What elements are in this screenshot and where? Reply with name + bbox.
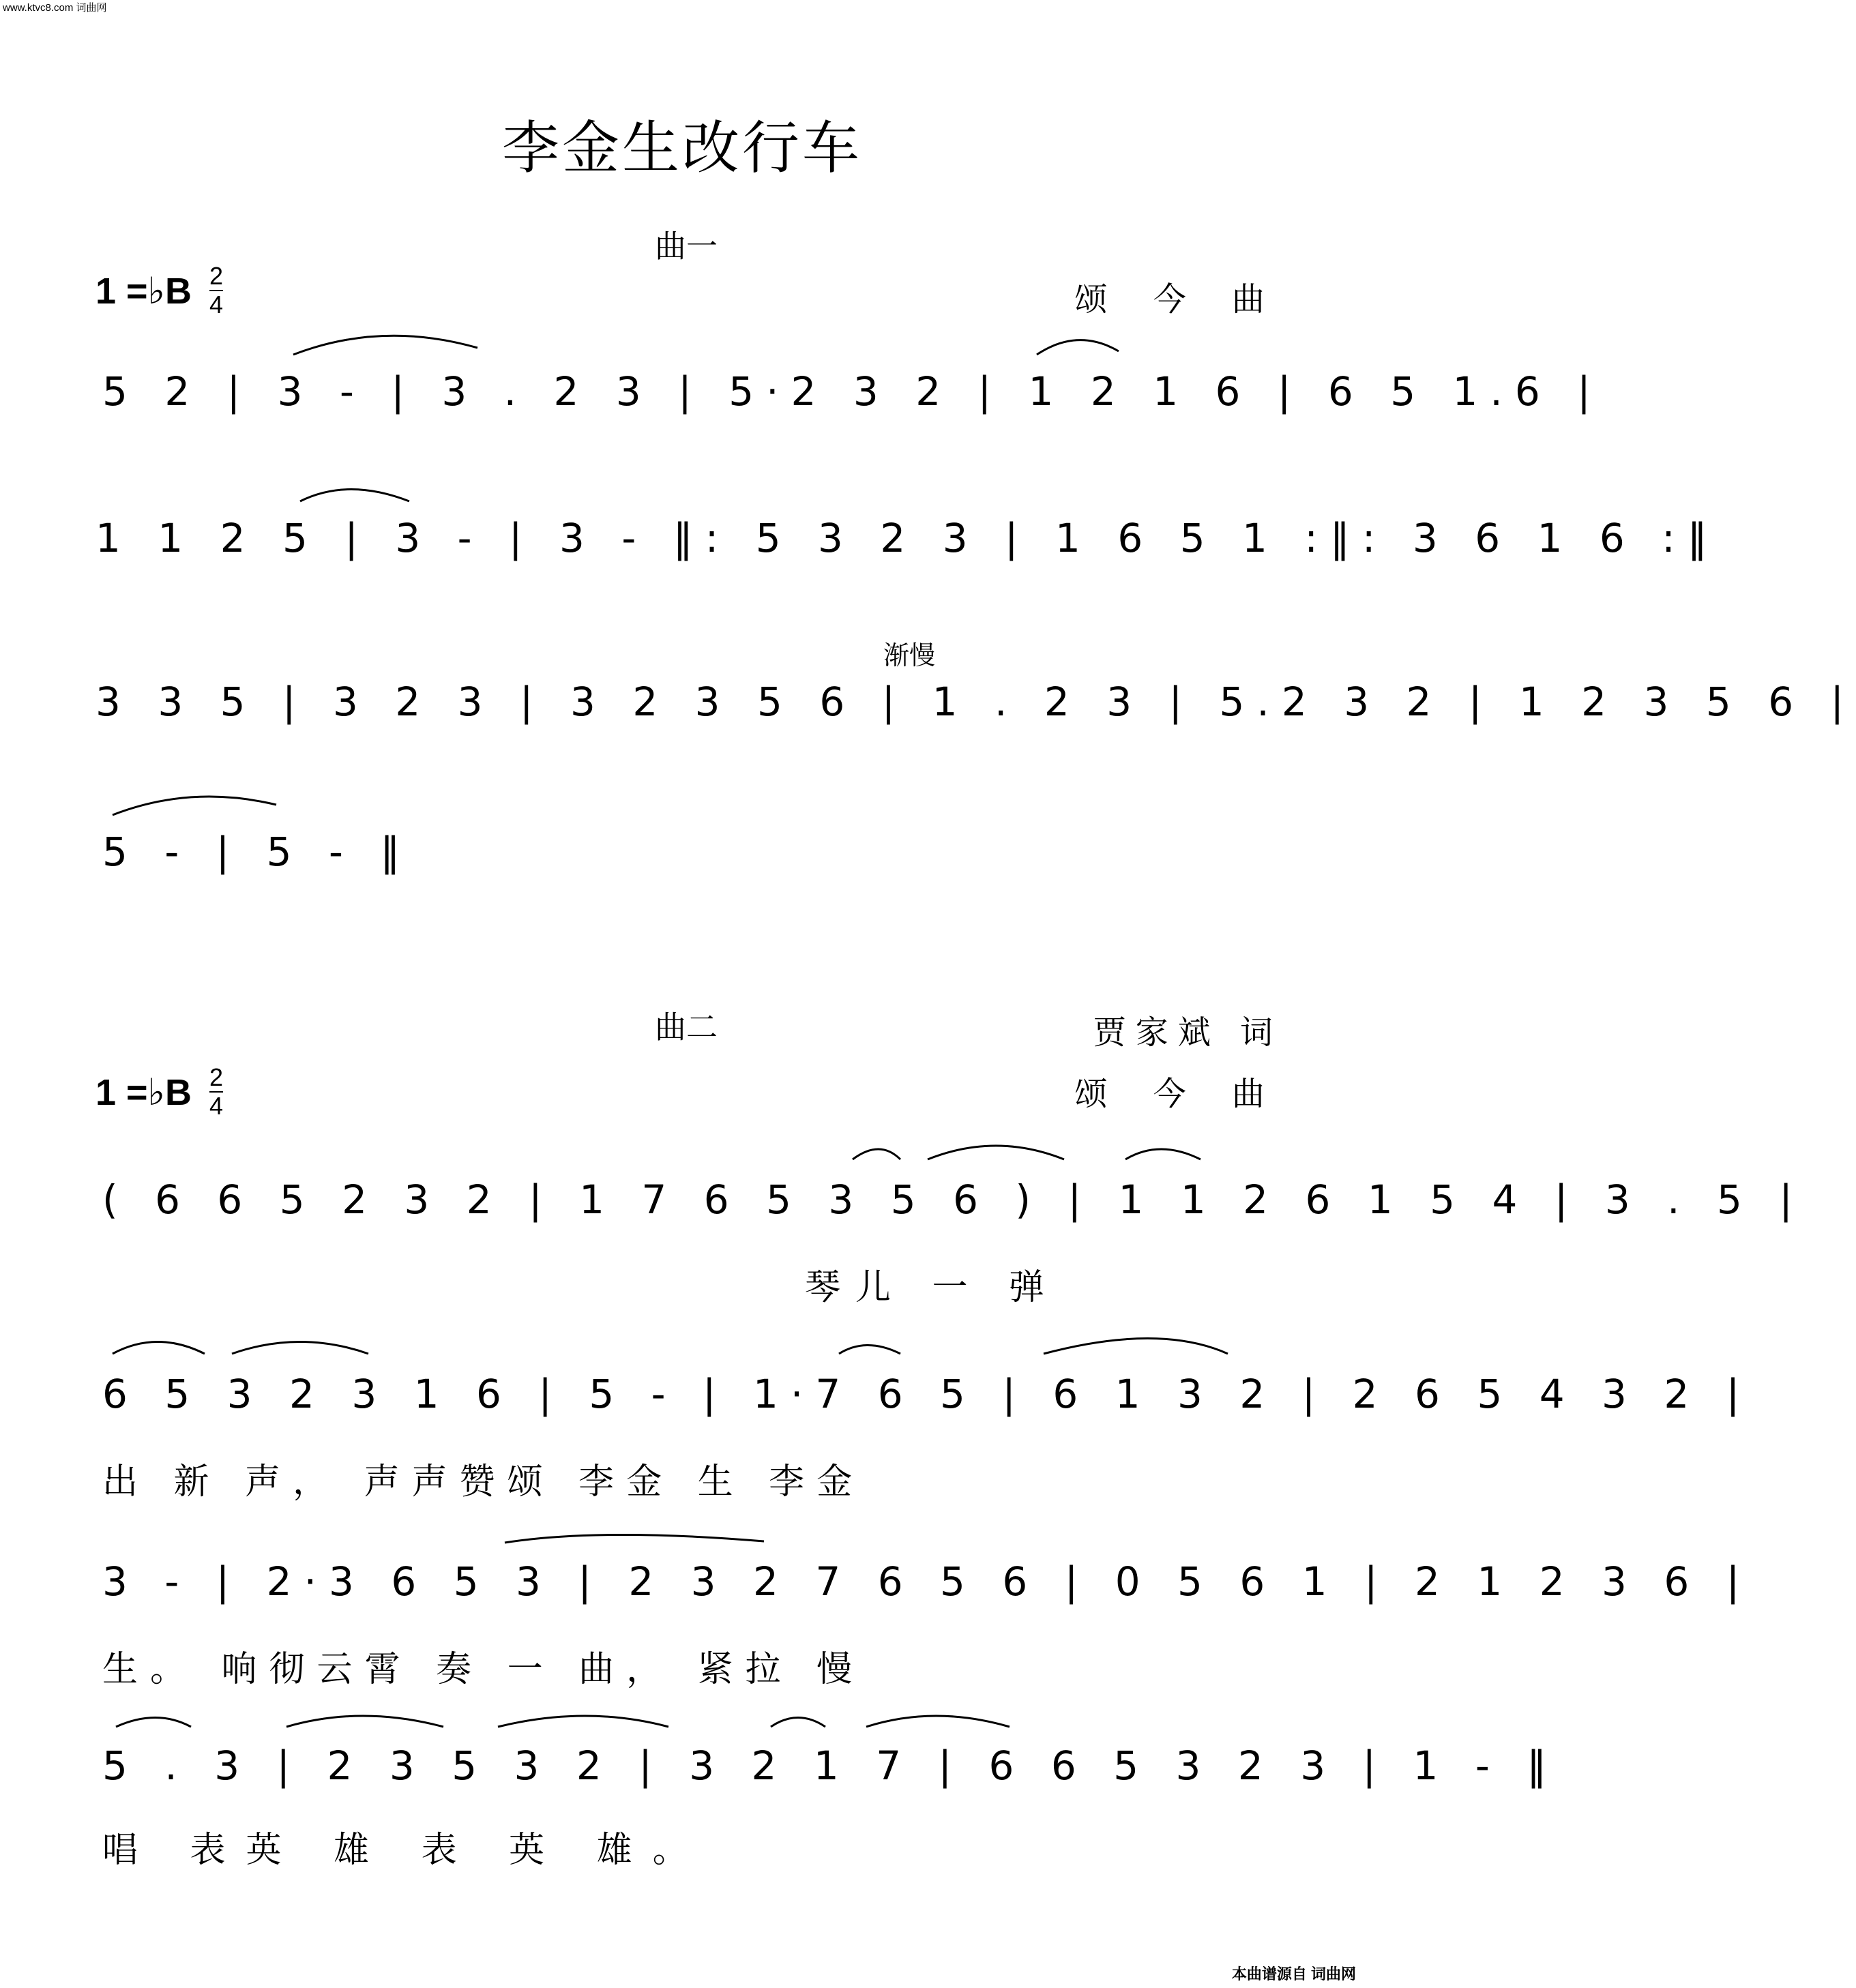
page-title: 李金生改行车 <box>501 116 862 180</box>
tie-mark <box>300 490 409 502</box>
song2-row-1: ( 6 6 5 2 3 2 | 1 7 6 5 3 5 6 ) | 1 1 2 6 1 5 4 | 3 . 5 | <box>102 1176 1805 1223</box>
slur-mark <box>498 1716 668 1727</box>
song1-label: 曲一 <box>655 228 718 264</box>
slur-mark <box>839 1346 900 1354</box>
song2-lyrics-1: 琴儿 一 弹 <box>805 1267 1060 1308</box>
tempo-mark: 渐慢 <box>883 642 936 670</box>
slur-mark <box>113 1342 205 1354</box>
song1-row-4: 5 - | 5 - ‖ <box>102 829 413 875</box>
song2-label: 曲二 <box>655 1009 718 1045</box>
song1-key: 1 =♭B <box>95 270 192 312</box>
slur-mark <box>866 1716 1010 1727</box>
song1-row-3: 3 3 5 | 3 2 3 | 3 2 3 5 6 | 1 . 2 3 | 5.2 3 2 | 1 2 3 5 6 | <box>95 679 1856 725</box>
song2-lyricist: 贾家斌 词 <box>1093 1013 1282 1052</box>
song2-row-3: 3 - | 2·3 6 5 3 | 2 3 2 7 6 5 6 | 0 5 6 1 | 2 1 2 3 6 | <box>102 1558 1752 1605</box>
song2-row-4: 5 . 3 | 2 3 5 3 2 | 3 2 1 7 | 6 6 5 3 2 3 | 1 - ‖ <box>102 1742 1559 1789</box>
slur-mark <box>505 1534 764 1543</box>
slur-mark <box>928 1146 1064 1159</box>
slur-mark <box>232 1342 368 1354</box>
tie-mark <box>113 797 276 815</box>
song2-lyrics-2: 出 新 声， 声声赞颂 李金 生 李金 <box>102 1462 865 1502</box>
song2-lyrics-3: 生。 响彻云霄 奏 一 曲， 紧拉 慢 <box>102 1649 865 1690</box>
song2-lyrics-4: 唱 表英 雄 表 英 雄。 <box>102 1830 709 1871</box>
footer-source: 本曲谱源自 词曲网 <box>1231 1965 1356 1983</box>
tie-mark <box>293 336 477 355</box>
slur-mark <box>853 1149 900 1159</box>
slur-mark <box>116 1718 191 1727</box>
slur-mark <box>771 1718 825 1727</box>
song2-key: 1 =♭B <box>95 1071 192 1113</box>
tie-mark <box>1037 340 1119 355</box>
song1-row-2: 1 1 2 5 | 3 - | 3 - ‖: 5 3 2 3 | 1 6 5 1 :‖: 3 6 1 6 :‖ <box>95 515 1720 561</box>
slur-mark <box>1044 1339 1228 1354</box>
song2-composer: 颂 今 曲 <box>1074 1075 1282 1113</box>
song2-time-signature: $\frac{2}{4}$ <box>209 1063 224 1120</box>
song1-time-signature: $\frac{2}{4}$ <box>209 262 224 318</box>
song1-composer: 颂 今 曲 <box>1074 280 1282 318</box>
song2-row-2: 6 5 3 2 3 1 6 | 5 - | 1·7 6 5 | 6 1 3 2 | 2 6 5 4 3 2 | <box>102 1371 1752 1417</box>
slur-mark <box>286 1716 443 1727</box>
slur-mark <box>1125 1149 1200 1159</box>
watermark-top: www.ktvc8.com 词曲网 <box>3 2 107 14</box>
song1-row-1: 5 2 | 3 - | 3 . 2 3 | 5·2 3 2 | 1 2 1 6 | 6 5 1.6 | <box>102 368 1603 415</box>
